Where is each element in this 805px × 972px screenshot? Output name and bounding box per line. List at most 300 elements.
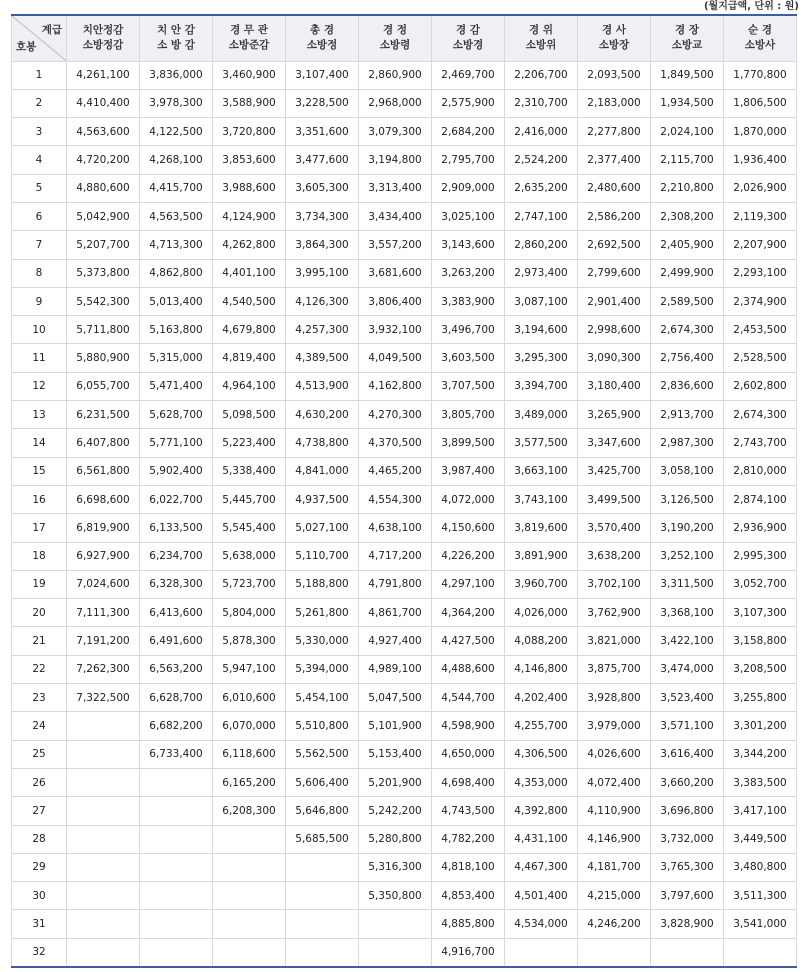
- salary-cell: 4,885,800: [432, 910, 505, 938]
- salary-cell: 4,306,500: [505, 740, 578, 768]
- step-number: 28: [12, 825, 67, 853]
- salary-cell: 2,469,700: [432, 61, 505, 89]
- fire-rank-label: 소방교: [671, 39, 703, 52]
- salary-cell: 3,126,500: [651, 485, 724, 513]
- salary-cell: 3,663,100: [505, 457, 578, 485]
- salary-cell: 5,261,800: [286, 599, 359, 627]
- salary-cell: 4,215,000: [578, 882, 651, 910]
- step-number: 8: [12, 259, 67, 287]
- salary-cell: 3,891,900: [505, 542, 578, 570]
- salary-cell: 4,862,800: [140, 259, 213, 287]
- salary-cell: 4,146,900: [578, 825, 651, 853]
- salary-cell: 2,528,500: [724, 344, 797, 372]
- salary-cell: 4,202,400: [505, 684, 578, 712]
- salary-cell: 3,208,500: [724, 655, 797, 683]
- salary-cell: 7,191,200: [67, 627, 140, 655]
- salary-cell: 4,598,900: [432, 712, 505, 740]
- step-number: 17: [12, 514, 67, 542]
- fire-rank-label: 소방준감: [228, 39, 270, 52]
- salary-cell: 5,445,700: [213, 485, 286, 513]
- salary-cell: 5,163,800: [140, 316, 213, 344]
- step-number: 13: [12, 401, 67, 429]
- salary-cell: 2,995,300: [724, 542, 797, 570]
- salary-cell: 6,010,600: [213, 684, 286, 712]
- step-number: 9: [12, 287, 67, 315]
- salary-cell: 7,111,300: [67, 599, 140, 627]
- salary-cell: 3,570,400: [578, 514, 651, 542]
- salary-cell: 3,960,700: [505, 570, 578, 598]
- salary-cell: 4,268,100: [140, 146, 213, 174]
- fire-rank-label: 소방경: [452, 39, 484, 52]
- salary-cell: 4,370,500: [359, 429, 432, 457]
- salary-cell: 3,828,900: [651, 910, 724, 938]
- fire-rank-label: 소방장: [598, 39, 630, 52]
- salary-cell: 4,554,300: [359, 485, 432, 513]
- salary-cell: 3,588,900: [213, 89, 286, 117]
- salary-cell: 1,849,500: [651, 61, 724, 89]
- salary-cell: 4,261,100: [67, 61, 140, 89]
- step-number: 15: [12, 457, 67, 485]
- table-row: [12, 372, 797, 400]
- salary-cell: [140, 853, 213, 881]
- salary-cell: 4,650,000: [432, 740, 505, 768]
- step-number: 26: [12, 768, 67, 796]
- step-number: 22: [12, 655, 67, 683]
- salary-cell: 5,047,500: [359, 684, 432, 712]
- table-row: [12, 655, 797, 683]
- police-rank-label: 치안정감: [82, 24, 124, 37]
- salary-cell: 3,480,800: [724, 853, 797, 881]
- salary-cell: 5,315,000: [140, 344, 213, 372]
- salary-cell: 2,293,100: [724, 259, 797, 287]
- salary-cell: 4,937,500: [286, 485, 359, 513]
- table-row: [12, 882, 797, 910]
- salary-cell: [286, 910, 359, 938]
- rank-header: [578, 15, 651, 61]
- salary-cell: 2,026,900: [724, 174, 797, 202]
- salary-cell: 4,916,700: [432, 938, 505, 966]
- table-row: [12, 825, 797, 853]
- table-row: [12, 542, 797, 570]
- salary-cell: 2,207,900: [724, 231, 797, 259]
- salary-cell: 5,013,400: [140, 287, 213, 315]
- salary-cell: 3,383,900: [432, 287, 505, 315]
- salary-cell: 3,660,200: [651, 768, 724, 796]
- salary-cell: 4,534,000: [505, 910, 578, 938]
- salary-cell: 2,674,300: [724, 401, 797, 429]
- salary-cell: [359, 910, 432, 938]
- fire-rank-label: 소방령: [379, 39, 411, 52]
- salary-cell: 4,122,500: [140, 118, 213, 146]
- salary-cell: 4,880,600: [67, 174, 140, 202]
- salary-cell: [724, 938, 797, 966]
- salary-cell: 2,586,200: [578, 202, 651, 230]
- police-rank-label: 경 무 관: [230, 24, 268, 37]
- salary-cell: 5,330,000: [286, 627, 359, 655]
- police-rank-label: 치 안 감: [157, 24, 195, 37]
- salary-cell: 6,563,200: [140, 655, 213, 683]
- salary-cell: 3,765,300: [651, 853, 724, 881]
- salary-cell: 3,681,600: [359, 259, 432, 287]
- step-number: 4: [12, 146, 67, 174]
- salary-cell: 3,864,300: [286, 231, 359, 259]
- salary-cell: 3,255,800: [724, 684, 797, 712]
- salary-cell: 4,262,800: [213, 231, 286, 259]
- table-row: [12, 570, 797, 598]
- table-row: [12, 740, 797, 768]
- salary-cell: 3,511,300: [724, 882, 797, 910]
- police-rank-label: 경 장: [675, 24, 699, 37]
- salary-cell: 3,090,300: [578, 344, 651, 372]
- salary-cell: 3,252,100: [651, 542, 724, 570]
- rank-header: [213, 15, 286, 61]
- salary-cell: [67, 910, 140, 938]
- salary-cell: 3,853,600: [213, 146, 286, 174]
- step-number: 16: [12, 485, 67, 513]
- salary-cell: 4,853,400: [432, 882, 505, 910]
- salary-cell: 4,467,300: [505, 853, 578, 881]
- salary-cell: 3,836,000: [140, 61, 213, 89]
- rank-header: [505, 15, 578, 61]
- salary-cell: 2,684,200: [432, 118, 505, 146]
- salary-cell: 4,544,700: [432, 684, 505, 712]
- salary-cell: 4,415,700: [140, 174, 213, 202]
- salary-cell: 3,987,400: [432, 457, 505, 485]
- salary-cell: 4,513,900: [286, 372, 359, 400]
- salary-cell: 2,115,700: [651, 146, 724, 174]
- step-number: 27: [12, 797, 67, 825]
- salary-cell: [67, 768, 140, 796]
- salary-cell: 4,246,200: [578, 910, 651, 938]
- salary-cell: [67, 740, 140, 768]
- salary-cell: 2,987,300: [651, 429, 724, 457]
- step-number: 11: [12, 344, 67, 372]
- salary-cell: [67, 853, 140, 881]
- salary-cell: 6,234,700: [140, 542, 213, 570]
- salary-cell: 2,405,900: [651, 231, 724, 259]
- salary-cell: 2,377,400: [578, 146, 651, 174]
- salary-cell: 3,058,100: [651, 457, 724, 485]
- salary-cell: 4,488,600: [432, 655, 505, 683]
- fire-rank-label: 소방정: [306, 39, 338, 52]
- salary-cell: 3,347,600: [578, 429, 651, 457]
- rank-header: [359, 15, 432, 61]
- salary-cell: 6,231,500: [67, 401, 140, 429]
- salary-cell: 5,542,300: [67, 287, 140, 315]
- salary-cell: [213, 882, 286, 910]
- salary-cell: 3,499,500: [578, 485, 651, 513]
- salary-cell: 5,562,500: [286, 740, 359, 768]
- salary-cell: 2,860,900: [359, 61, 432, 89]
- table-row: [12, 853, 797, 881]
- salary-cell: 3,394,700: [505, 372, 578, 400]
- salary-cell: 1,870,000: [724, 118, 797, 146]
- fire-rank-label: 소방사: [744, 39, 776, 52]
- salary-cell: 2,743,700: [724, 429, 797, 457]
- salary-cell: [67, 882, 140, 910]
- salary-cell: 5,201,900: [359, 768, 432, 796]
- table-body: [12, 61, 797, 967]
- salary-cell: [140, 882, 213, 910]
- salary-cell: 3,228,500: [286, 89, 359, 117]
- salary-cell: 4,819,400: [213, 344, 286, 372]
- salary-cell: [213, 825, 286, 853]
- salary-cell: 6,628,700: [140, 684, 213, 712]
- salary-cell: 2,860,200: [505, 231, 578, 259]
- salary-cell: 5,207,700: [67, 231, 140, 259]
- salary-cell: 5,947,100: [213, 655, 286, 683]
- salary-cell: 1,936,400: [724, 146, 797, 174]
- salary-cell: 4,026,000: [505, 599, 578, 627]
- table-row: [12, 401, 797, 429]
- salary-cell: 3,190,200: [651, 514, 724, 542]
- salary-cell: 3,434,400: [359, 202, 432, 230]
- salary-cell: 3,696,800: [651, 797, 724, 825]
- salary-cell: 7,024,600: [67, 570, 140, 598]
- salary-cell: 5,394,000: [286, 655, 359, 683]
- fire-rank-label: 소 방 감: [157, 39, 195, 52]
- salary-cell: 2,810,000: [724, 457, 797, 485]
- salary-cell: 3,265,900: [578, 401, 651, 429]
- salary-cell: 3,383,500: [724, 768, 797, 796]
- salary-cell: 3,311,500: [651, 570, 724, 598]
- step-number: 32: [12, 938, 67, 966]
- salary-cell: 3,368,100: [651, 599, 724, 627]
- salary-cell: 6,491,600: [140, 627, 213, 655]
- salary-cell: 4,743,500: [432, 797, 505, 825]
- salary-cell: 3,344,200: [724, 740, 797, 768]
- salary-cell: 5,042,900: [67, 202, 140, 230]
- salary-cell: 5,545,400: [213, 514, 286, 542]
- salary-cell: 5,188,800: [286, 570, 359, 598]
- salary-cell: 2,524,200: [505, 146, 578, 174]
- salary-cell: 3,979,000: [578, 712, 651, 740]
- salary-cell: 4,353,000: [505, 768, 578, 796]
- rank-header: [724, 15, 797, 61]
- table-row: [12, 457, 797, 485]
- salary-cell: 3,571,100: [651, 712, 724, 740]
- table-row: [12, 118, 797, 146]
- salary-cell: 4,364,200: [432, 599, 505, 627]
- step-number: 30: [12, 882, 67, 910]
- salary-cell: 3,417,100: [724, 797, 797, 825]
- salary-table: [11, 14, 797, 968]
- salary-cell: [651, 938, 724, 966]
- step-number: 1: [12, 61, 67, 89]
- salary-cell: 5,223,400: [213, 429, 286, 457]
- rank-corner-label: 계급: [41, 24, 62, 36]
- table-row: [12, 514, 797, 542]
- salary-cell: 3,422,100: [651, 627, 724, 655]
- salary-cell: 5,471,400: [140, 372, 213, 400]
- salary-cell: 5,606,400: [286, 768, 359, 796]
- salary-cell: 2,836,600: [651, 372, 724, 400]
- table-row: [12, 287, 797, 315]
- salary-cell: 2,602,800: [724, 372, 797, 400]
- table-row: [12, 684, 797, 712]
- salary-cell: 3,797,600: [651, 882, 724, 910]
- salary-cell: [67, 797, 140, 825]
- salary-cell: 4,698,400: [432, 768, 505, 796]
- salary-cell: 5,101,900: [359, 712, 432, 740]
- salary-cell: 3,180,400: [578, 372, 651, 400]
- salary-cell: 4,110,900: [578, 797, 651, 825]
- police-rank-label: 순 경: [748, 24, 772, 37]
- salary-cell: 4,679,800: [213, 316, 286, 344]
- salary-cell: 7,262,300: [67, 655, 140, 683]
- table-row: [12, 712, 797, 740]
- salary-cell: 2,119,300: [724, 202, 797, 230]
- salary-cell: 5,711,800: [67, 316, 140, 344]
- salary-cell: [140, 910, 213, 938]
- salary-cell: 3,263,200: [432, 259, 505, 287]
- salary-cell: 4,818,100: [432, 853, 505, 881]
- salary-cell: 2,480,600: [578, 174, 651, 202]
- salary-cell: 2,453,500: [724, 316, 797, 344]
- salary-cell: 4,540,500: [213, 287, 286, 315]
- table-row: [12, 146, 797, 174]
- salary-cell: 2,635,200: [505, 174, 578, 202]
- police-rank-label: 경 사: [602, 24, 626, 37]
- salary-cell: 6,413,600: [140, 599, 213, 627]
- step-number: 21: [12, 627, 67, 655]
- salary-cell: [213, 853, 286, 881]
- salary-cell: 5,646,800: [286, 797, 359, 825]
- salary-cell: [140, 825, 213, 853]
- salary-cell: 4,162,800: [359, 372, 432, 400]
- salary-cell: [213, 910, 286, 938]
- salary-cell: 3,819,600: [505, 514, 578, 542]
- table-row: [12, 231, 797, 259]
- salary-cell: [67, 938, 140, 966]
- salary-cell: 6,208,300: [213, 797, 286, 825]
- salary-cell: 6,133,500: [140, 514, 213, 542]
- salary-cell: 2,308,200: [651, 202, 724, 230]
- salary-cell: 6,070,000: [213, 712, 286, 740]
- step-number: 20: [12, 599, 67, 627]
- step-number: 24: [12, 712, 67, 740]
- salary-cell: 3,107,400: [286, 61, 359, 89]
- step-number: 10: [12, 316, 67, 344]
- salary-cell: 3,107,300: [724, 599, 797, 627]
- salary-cell: 4,431,100: [505, 825, 578, 853]
- salary-cell: 4,738,800: [286, 429, 359, 457]
- salary-cell: 3,806,400: [359, 287, 432, 315]
- salary-cell: 4,392,800: [505, 797, 578, 825]
- salary-cell: 1,934,500: [651, 89, 724, 117]
- table-row: [12, 89, 797, 117]
- salary-cell: 5,638,000: [213, 542, 286, 570]
- salary-cell: 2,874,100: [724, 485, 797, 513]
- salary-cell: 5,338,400: [213, 457, 286, 485]
- salary-cell: 6,118,600: [213, 740, 286, 768]
- salary-cell: [140, 797, 213, 825]
- step-number: 18: [12, 542, 67, 570]
- salary-cell: 2,909,000: [432, 174, 505, 202]
- salary-cell: 4,563,600: [67, 118, 140, 146]
- salary-cell: 4,720,200: [67, 146, 140, 174]
- police-rank-label: 경 정: [383, 24, 407, 37]
- table-row: [12, 910, 797, 938]
- salary-cell: 2,499,900: [651, 259, 724, 287]
- salary-cell: 3,707,500: [432, 372, 505, 400]
- step-number: 7: [12, 231, 67, 259]
- salary-cell: 3,158,800: [724, 627, 797, 655]
- salary-cell: 2,416,000: [505, 118, 578, 146]
- salary-cell: 3,995,100: [286, 259, 359, 287]
- salary-cell: 2,310,700: [505, 89, 578, 117]
- salary-cell: 2,756,400: [651, 344, 724, 372]
- salary-cell: 2,575,900: [432, 89, 505, 117]
- salary-cell: 2,589,500: [651, 287, 724, 315]
- salary-cell: 3,301,200: [724, 712, 797, 740]
- salary-cell: 3,460,900: [213, 61, 286, 89]
- salary-cell: 5,878,300: [213, 627, 286, 655]
- salary-cell: 6,328,300: [140, 570, 213, 598]
- rank-header: [140, 15, 213, 61]
- salary-cell: 4,841,000: [286, 457, 359, 485]
- salary-cell: 3,295,300: [505, 344, 578, 372]
- salary-cell: 3,143,600: [432, 231, 505, 259]
- step-number: 2: [12, 89, 67, 117]
- salary-cell: 4,226,200: [432, 542, 505, 570]
- police-rank-label: 경 감: [456, 24, 480, 37]
- salary-cell: 2,747,100: [505, 202, 578, 230]
- salary-cell: 2,374,900: [724, 287, 797, 315]
- salary-cell: 4,255,700: [505, 712, 578, 740]
- step-number: 31: [12, 910, 67, 938]
- salary-cell: 2,973,400: [505, 259, 578, 287]
- table-header: [12, 15, 797, 61]
- police-rank-label: 경 위: [529, 24, 553, 37]
- salary-cell: 3,541,000: [724, 910, 797, 938]
- salary-cell: 3,805,700: [432, 401, 505, 429]
- salary-cell: 6,407,800: [67, 429, 140, 457]
- salary-cell: 3,875,700: [578, 655, 651, 683]
- salary-cell: 4,465,200: [359, 457, 432, 485]
- salary-cell: 3,603,500: [432, 344, 505, 372]
- step-number: 19: [12, 570, 67, 598]
- rank-header: [651, 15, 724, 61]
- rank-header: [432, 15, 505, 61]
- salary-cell: 5,902,400: [140, 457, 213, 485]
- salary-cell: 5,454,100: [286, 684, 359, 712]
- salary-cell: 3,616,400: [651, 740, 724, 768]
- salary-cell: 4,150,600: [432, 514, 505, 542]
- table-row: [12, 61, 797, 89]
- salary-cell: 5,280,800: [359, 825, 432, 853]
- salary-cell: 3,978,300: [140, 89, 213, 117]
- corner-cell: [12, 15, 67, 61]
- salary-cell: 3,194,800: [359, 146, 432, 174]
- salary-cell: 3,732,000: [651, 825, 724, 853]
- salary-cell: 4,782,200: [432, 825, 505, 853]
- salary-cell: 6,682,200: [140, 712, 213, 740]
- salary-cell: 2,968,000: [359, 89, 432, 117]
- salary-cell: 3,720,800: [213, 118, 286, 146]
- salary-cell: 4,126,300: [286, 287, 359, 315]
- salary-cell: 4,297,100: [432, 570, 505, 598]
- salary-cell: 5,510,800: [286, 712, 359, 740]
- step-number: 14: [12, 429, 67, 457]
- salary-cell: 3,194,600: [505, 316, 578, 344]
- step-corner-label: 호봉: [16, 40, 37, 53]
- table-row: [12, 768, 797, 796]
- salary-cell: 5,110,700: [286, 542, 359, 570]
- salary-cell: [67, 712, 140, 740]
- salary-cell: 3,762,900: [578, 599, 651, 627]
- table-row: [12, 259, 797, 287]
